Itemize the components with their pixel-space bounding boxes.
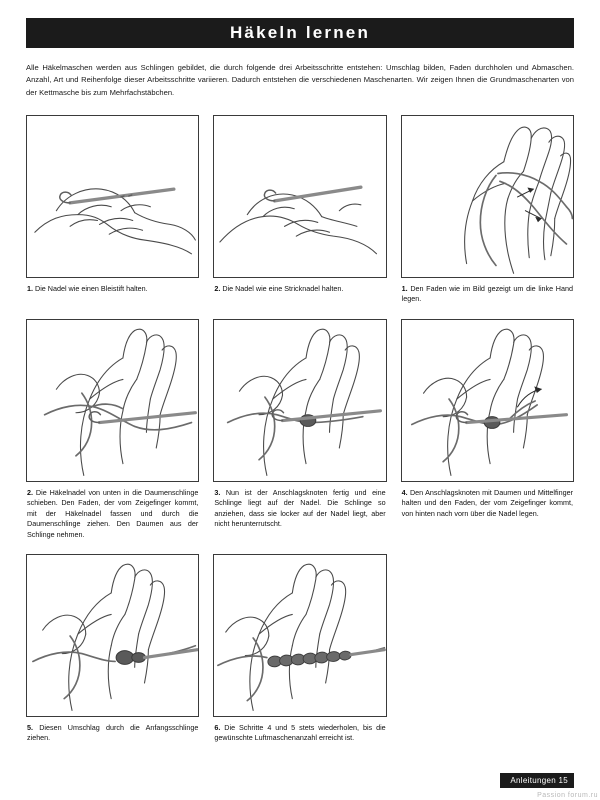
step-text: Diesen Umschlag durch die Anfangsschlinge ziehen. xyxy=(27,722,199,743)
figure-hook-into-thumb-loop xyxy=(26,319,199,482)
figure-hand-holding-hook-like-knitting-needle xyxy=(213,115,386,278)
step-number: 1. xyxy=(401,283,408,293)
step-cell xyxy=(26,115,199,319)
figure-chain-stitch-repeat xyxy=(213,554,386,717)
figure-yarn-wrapped-around-left-hand xyxy=(401,115,574,278)
footer-page-number: 15 xyxy=(558,776,568,785)
step-text: Die Schritte 4 und 5 stets wiederholen, bis die gewünschte Luftmaschenanzahl erreicht ist. xyxy=(214,722,386,743)
watermark: Passion forum.ru xyxy=(537,792,598,799)
step-text: Die Nadel wie eine Stricknadel halten. xyxy=(222,283,344,293)
figure-slip-knot-finished-on-hook xyxy=(213,319,386,482)
step-caption xyxy=(214,284,385,294)
step-number: 2. xyxy=(214,283,221,293)
figure-pull-yarn-through-loop xyxy=(26,554,199,717)
step-number: 3. xyxy=(214,487,221,497)
figure-yarn-over-hook xyxy=(401,319,574,482)
footer-bar xyxy=(500,773,574,788)
step-cell xyxy=(213,115,386,319)
step-cell xyxy=(401,115,574,319)
step-cell xyxy=(401,319,574,554)
step-number: 6. xyxy=(214,722,221,732)
step-caption xyxy=(402,284,573,305)
step-cell xyxy=(26,319,199,554)
step-number: 1. xyxy=(27,283,33,293)
step-cell xyxy=(26,554,199,758)
step-cell xyxy=(213,554,386,758)
page-title: Häkeln lernen xyxy=(229,23,371,42)
step-number: 4. xyxy=(401,487,408,497)
step-text: Die Nadel wie einen Bleistift halten. xyxy=(35,283,148,293)
step-cell xyxy=(213,319,386,554)
page-footer xyxy=(500,773,574,788)
step-text: Den Faden wie im Bild gezeigt um die linke Hand legen. xyxy=(401,283,573,304)
intro-paragraph: Alle Häkelmaschen werden aus Schlingen gebildet, die durch folgende drei Arbeitsschritte entstehen: Umschlag bilden, Faden durchholen und Abmaschen. Anzahl, Art und Reihenfolge dieser Arbeitsschritte variieren. Dadurch entstehen die verschiedenen Maschenarten. Wir zeigen Ihnen die Grundmaschenarten von der Kettmasche bis zum Mehrfachstäbchen. xyxy=(26,63,574,97)
step-caption xyxy=(402,488,573,519)
step-text: Den Anschlagsknoten mit Daumen und Mittelfinger halten und den Faden, der vom Zeigefinger kommt, von hinten nach vorn über die Nadel legen. xyxy=(401,487,573,518)
step-caption xyxy=(214,723,385,744)
page-title-bar xyxy=(26,18,574,48)
step-caption xyxy=(27,723,198,744)
step-number: 5. xyxy=(27,722,33,732)
step-caption xyxy=(214,488,385,530)
step-text: Die Häkelnadel von unten in die Daumenschlinge schieben. Den Faden, der vom Zeigefinger kommt, mit der Häkelnadel fassen und durch die Daumenschlinge ziehen. Den Daumen aus der Schlinge nehmen. xyxy=(27,487,199,539)
step-number: 2. xyxy=(27,487,33,497)
figure-hand-holding-hook-like-pencil xyxy=(26,115,199,278)
step-text: Nun ist der Anschlagsknoten fertig und eine Schlinge liegt auf der Nadel. Die Schlinge so anziehen, dass sie locker auf der Nadel liegt, aber nicht herunterrutscht. xyxy=(214,487,386,529)
footer-label: Anleitungen xyxy=(510,776,556,785)
steps-grid xyxy=(26,115,574,758)
step-caption xyxy=(27,284,198,294)
step-caption xyxy=(27,488,198,540)
